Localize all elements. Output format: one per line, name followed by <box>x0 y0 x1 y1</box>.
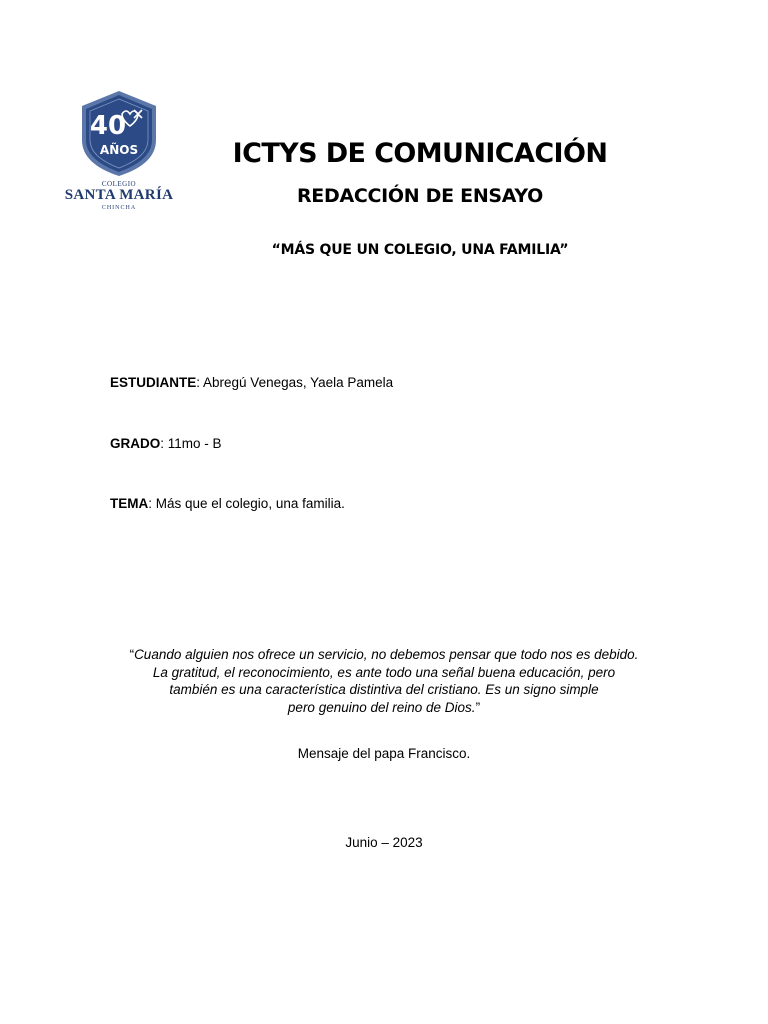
quote-line <box>84 646 684 664</box>
student-field <box>110 375 393 390</box>
quote-close-mark: ” <box>475 699 481 715</box>
topic-label: TEMA <box>110 496 149 511</box>
topic-field <box>110 496 345 511</box>
document-subtitle: REDACCIÓN DE ENSAYO <box>296 185 544 207</box>
quote-line: también es una característica distintiva del cristiano. Es un signo simple <box>169 682 599 697</box>
logo-school-name: SANTA MARÍA <box>64 187 174 203</box>
quote-line-text: Cuando alguien nos ofrece un servicio, no debemos pensar que todo nos es debido. <box>134 647 639 662</box>
badge-number: 40 <box>89 111 127 141</box>
quote-line-text: pero genuino del reino de Dios. <box>287 699 476 715</box>
topic-value: : Más que el colegio, una familia. <box>148 496 345 511</box>
badge-years: AÑOS <box>99 143 139 157</box>
grade-label: GRADO <box>110 436 161 451</box>
student-label: ESTUDIANTE <box>110 375 197 390</box>
quote-line <box>84 699 684 717</box>
grade-field <box>110 436 222 451</box>
quote-line: La gratitud, el reconocimiento, es ante todo una señal buena educación, pero <box>152 664 616 680</box>
document-title: ICTYS DE COMUNICACIÓN <box>232 138 608 169</box>
grade-value: : 11mo - B <box>160 436 222 451</box>
quote-block <box>84 646 684 716</box>
quote-open-mark: “ <box>129 647 135 662</box>
shield-logo-icon <box>64 88 174 180</box>
document-motto: “MÁS QUE UN COLEGIO, UNA FAMILIA” <box>271 242 569 258</box>
document-date: Junio – 2023 <box>345 835 423 850</box>
logo-school-city: CHINCHA <box>101 205 137 211</box>
quote-author: Mensaje del papa Francisco. <box>297 746 471 761</box>
student-value: : Abregú Venegas, Yaela Pamela <box>196 375 394 390</box>
logo-school-prefix: COLEGIO <box>101 180 137 188</box>
school-logo <box>64 88 174 211</box>
